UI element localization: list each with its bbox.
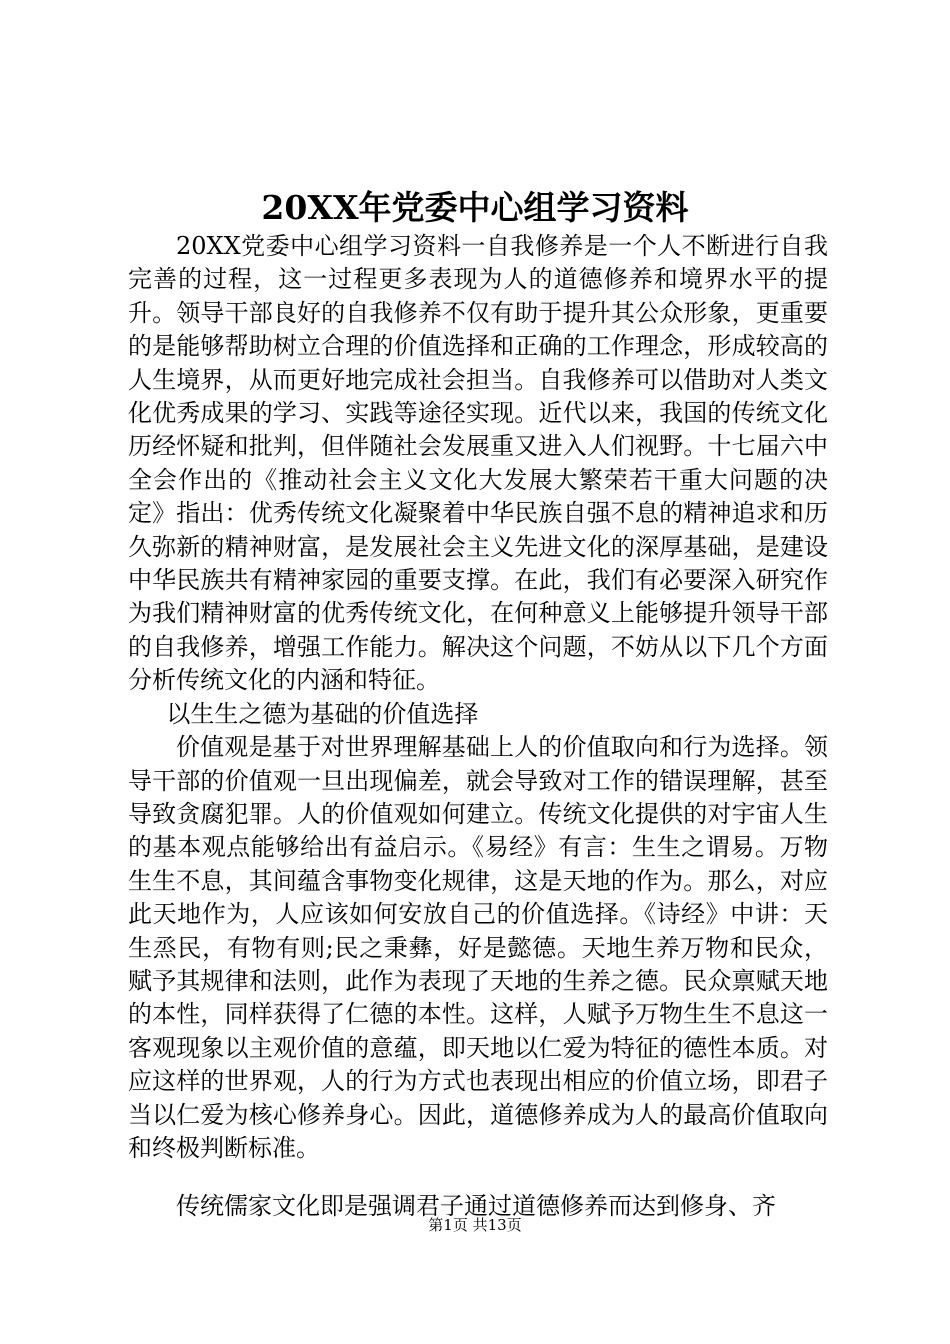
paragraph-intro: 20XX党委中心组学习资料一自我修养是一个人不断进行自我完善的过程，这一过程更多表现为人的道德修养和境界水平的提升。领导干部良好的自我修养不仅有助于提升其公众形象，更重要的是能够帮助树立合理的价值选择和正确的工作理念，形成较高的人生境界，从而更好地完成社会担当。自我修养可以借助对人类文化优秀成果的学习、实践等途径实现。近代以来，我国的传统文化历经怀疑和批判，但伴随社会发展重又进入人们视野。十七届六中全会作出的《推动社会主义文化大发展大繁荣若干重大问题的决定》指出：优秀传统文化凝聚着中华民族自强不息的精神追求和历久弥新的精神财富，是发展社会主义先进文化的深厚基础，是建设中华民族共有精神家园的重要支撑。在此，我们有必要深入研究作为我们精神财富的优秀传统文化，在何种意义上能够提升领导干部的自我修养，增强工作能力。解决这个问题，不妨从以下几个方面分析传统文化的内涵和特征。 [128,232,828,695]
document-body [128,230,828,1224]
page-number-footer: 第1页 共13页 [428,1216,522,1234]
paragraph-confucian: 传统儒家文化即是强调君子通过道德修养而达到修身、齐 [176,1192,776,1221]
paragraph-values: 价值观是基于对世界理解基础上人的价值取向和行为选择。领导干部的价值观一旦出现偏差，就会导致对工作的错误理解，甚至导致贪腐犯罪。人的价值观如何建立。传统文化提供的对宇宙人生的基本观点能够给出有益启示。《易经》有言：生生之谓易。万物生生不息，其间蕴含事物变化规律，这是天地的作为。那么，对应此天地作为，人应该如何安放自己的价值选择。《诗经》中讲：天生烝民，有物有则;民之秉彝，好是懿德。天地生养万物和民众，赋予其规律和法则，此作为表现了天地的生养之德。民众禀赋天地的本性，同样获得了仁德的本性。这样，人赋予万物生生不息这一客观现象以主观价值的意蕴，即天地以仁爱为特征的德性本质。对应这样的世界观，人的行为方式也表现出相应的价值立场，即君子当以仁爱为核心修养身心。因此，道德修养成为人的最高价值取向和终极判断标准。 [128,733,828,1162]
section-heading: 以生生之德为基础的价值选择 [166,699,479,728]
document-title: 20XX年党委中心组学习资料 [261,188,689,227]
